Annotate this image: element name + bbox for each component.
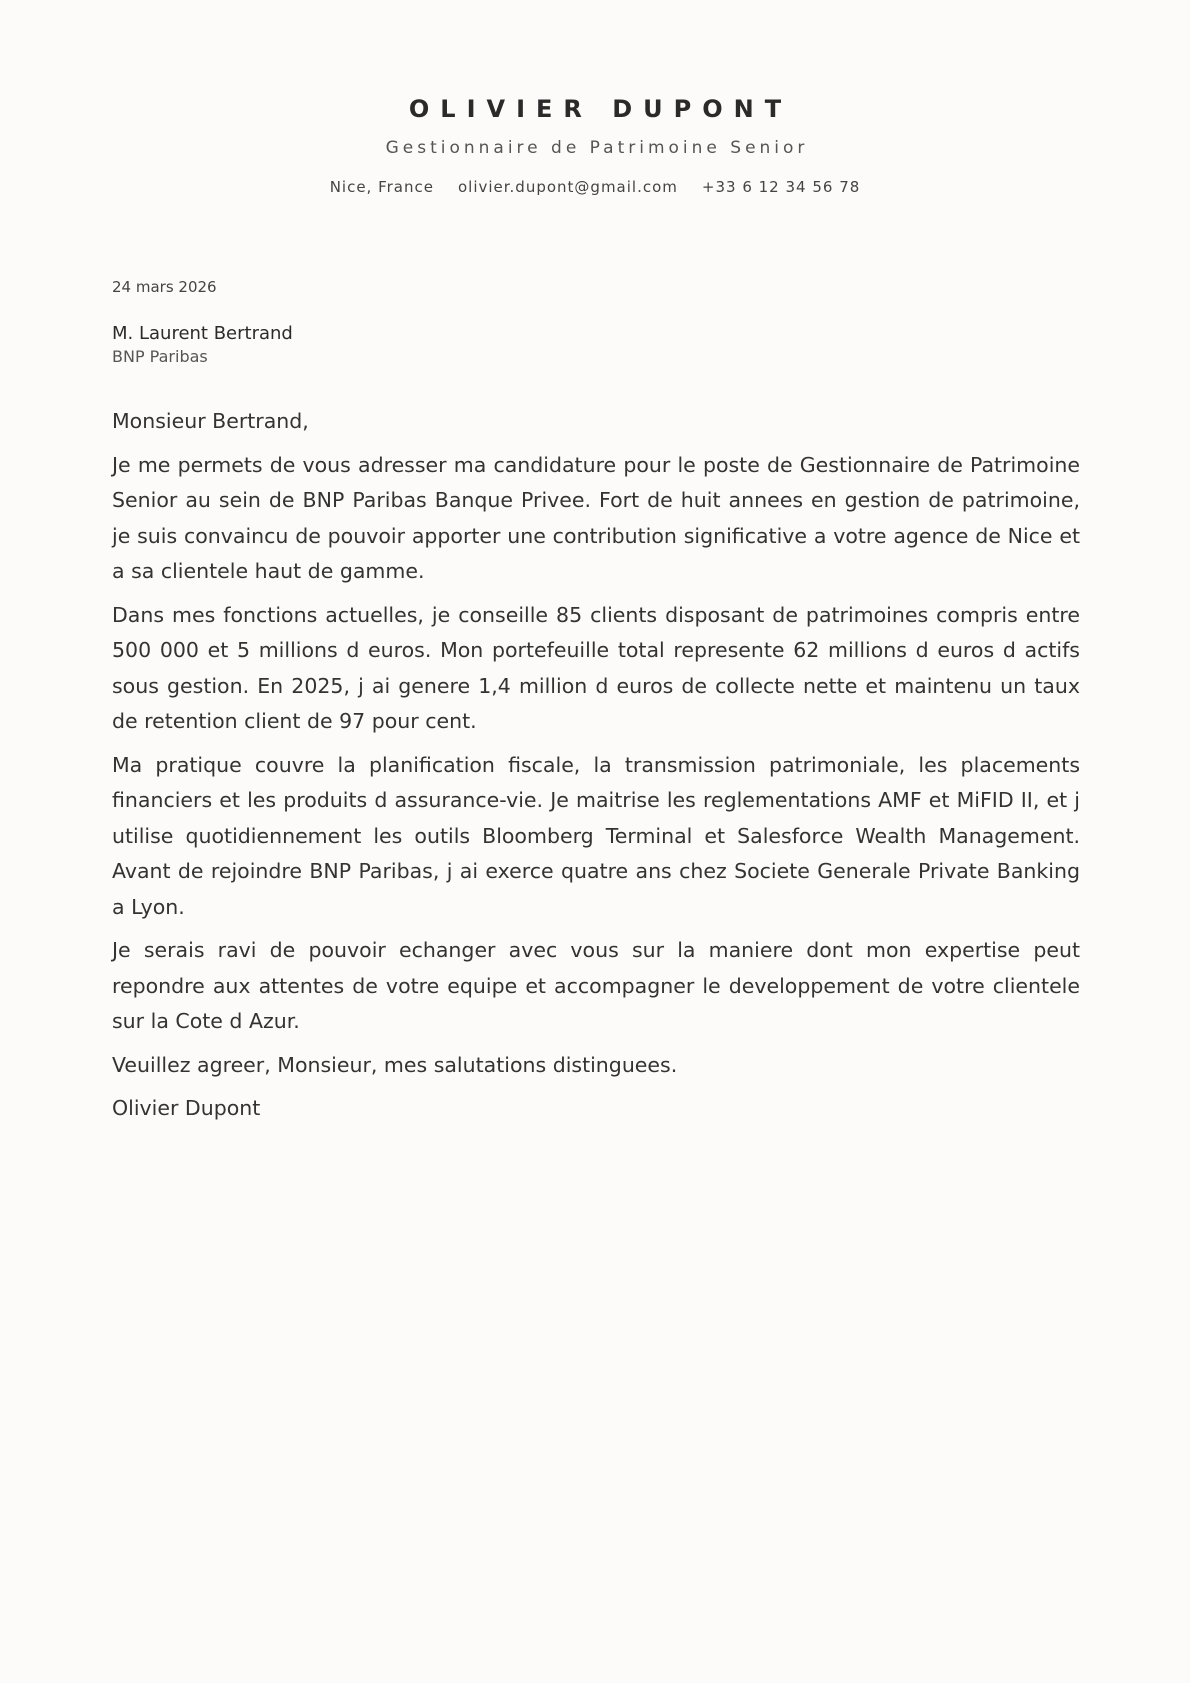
sender-name: OLIVIER DUPONT [408, 95, 793, 123]
closing: Veuillez agreer, Monsieur, mes salutations distinguees. [112, 1052, 678, 1077]
letter-body [112, 278, 1080, 1135]
salutation: Monsieur Bertrand, [112, 409, 309, 433]
contact-line [0, 178, 1190, 196]
sender-email: olivier.dupont@gmail.com [457, 178, 678, 196]
paragraph-skills: Ma pratique couvre la planification fiscale, la transmission patrimoniale, les placements financiers et les produits d assurance-vie. Je maitrise les reglementations AMF et MiFID II, et j utilise quotidiennement les outils Bloomberg Terminal et Salesforce Wealth Management. Avant de rejoindre BNP Paribas, j ai exerce quatre ans chez Societe Generale Private Banking a Lyon. [112, 752, 1080, 919]
letter-date: 24 mars 2026 [112, 278, 217, 296]
sender-location: Nice, France [329, 178, 434, 196]
sender-title: Gestionnaire de Patrimoine Senior [385, 138, 809, 158]
sender-phone: +33 6 12 34 56 78 [701, 178, 861, 196]
recipient-name: M. Laurent Bertrand [112, 323, 293, 344]
paragraph-intro: Je me permets de vous adresser ma candidature pour le poste de Gestionnaire de Patrimoine Senior au sein de BNP Paribas Banque Privee. Fort de huit annees en gestion de patrimoine, je suis convaincu de pouvoir apporter une contribution significative a votre agence de Nice et a sa clientele haut de gamme. [112, 452, 1080, 583]
signature: Olivier Dupont [112, 1096, 261, 1120]
paragraph-motivation: Je serais ravi de pouvoir echanger avec vous sur la maniere dont mon expertise peut repondre aux attentes de votre equipe et accompagner le developpement de votre clientele sur la Cote d Azur. [112, 938, 1080, 1033]
paragraph-experience: Dans mes fonctions actuelles, je conseille 85 clients disposant de patrimoines compris entre 500 000 et 5 millions d euros. Mon portefeuille total represente 62 millions d euros d actifs sous gestion. En 2025, j ai genere 1,4 million d euros de collecte nette et maintenu un taux de retention client de 97 pour cent. [112, 602, 1080, 733]
recipient-company: BNP Paribas [112, 347, 208, 366]
